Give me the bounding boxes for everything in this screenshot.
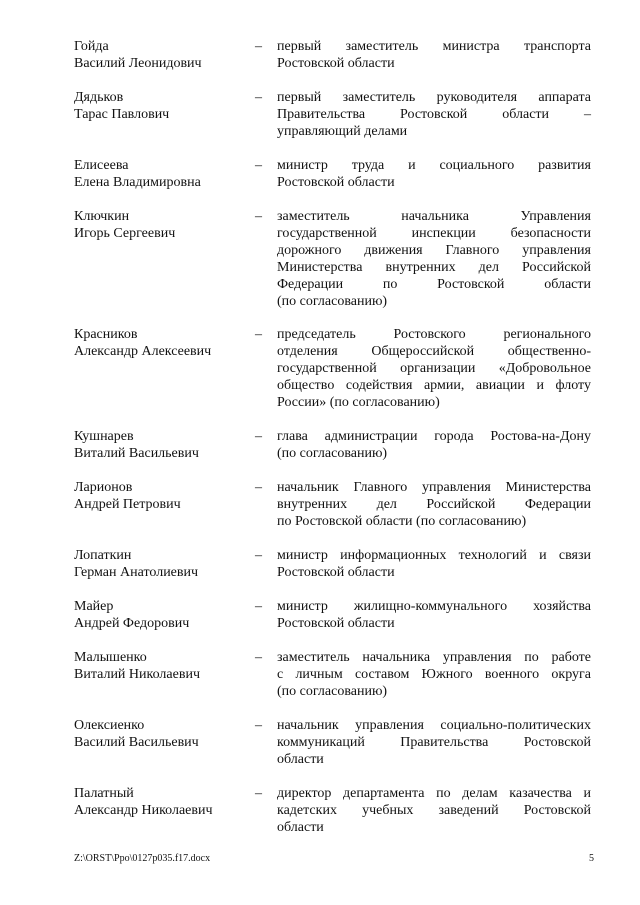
member-name — [74, 717, 254, 751]
member-surname: Красников — [74, 327, 138, 342]
member-name — [74, 547, 254, 581]
member-given-names: Александр Николаевич — [74, 803, 213, 818]
position-line: первый заместитель руководителя аппарата — [277, 90, 591, 105]
member-given-names: Елена Владимировна — [74, 175, 201, 190]
position-line: России» (по согласованию) — [277, 395, 440, 410]
position-line: (по согласованию) — [277, 446, 388, 461]
member-surname: Майер — [74, 599, 114, 614]
member-name — [74, 208, 254, 242]
position-line: Ростовской области — [277, 616, 395, 631]
position-line: Правительства Ростовской области – — [277, 107, 591, 122]
member-position — [277, 717, 591, 768]
position-line: области — [277, 752, 324, 767]
page-number: 5 — [589, 853, 594, 864]
member-surname: Кушнарев — [74, 429, 134, 444]
member-given-names: Тарас Павлович — [74, 107, 170, 122]
member-given-names: Андрей Петрович — [74, 497, 181, 512]
position-line: Федерации по Ростовской области — [277, 277, 591, 292]
member-surname: Олексиенко — [74, 718, 145, 733]
member-surname: Малышенко — [74, 650, 147, 665]
member-given-names: Герман Анатолиевич — [74, 565, 199, 580]
member-name — [74, 38, 254, 72]
dash-separator: – — [255, 548, 262, 563]
member-position — [277, 326, 591, 411]
position-line: внутренних дел Российской Федерации — [277, 497, 591, 512]
member-given-names: Василий Васильевич — [74, 735, 199, 750]
member-position — [277, 157, 591, 191]
dash-separator: – — [255, 786, 262, 801]
position-line: государственной организации «Добровольное — [277, 361, 591, 376]
member-name — [74, 649, 254, 683]
member-surname: Ларионов — [74, 480, 133, 495]
position-line: министр жилищно-коммунального хозяйства — [277, 599, 591, 614]
member-position — [277, 598, 591, 632]
footer-file-path: Z:\ORST\Ppo\0127p035.f17.docx — [74, 853, 211, 864]
position-line: дорожного движения Главного управления — [277, 243, 591, 258]
member-position — [277, 428, 591, 462]
member-name — [74, 326, 254, 360]
dash-separator: – — [255, 429, 262, 444]
member-name — [74, 479, 254, 513]
position-line: с личным составом Южного военного округа — [277, 667, 591, 682]
position-line: управляющий делами — [277, 124, 408, 139]
position-line: отделения Общероссийской общественно- — [277, 344, 591, 359]
member-position — [277, 89, 591, 140]
dash-separator: – — [255, 90, 262, 105]
dash-separator: – — [255, 599, 262, 614]
dash-separator: – — [255, 39, 262, 54]
member-given-names: Александр Алексеевич — [74, 344, 212, 359]
member-given-names: Виталий Николаевич — [74, 667, 200, 682]
position-line: государственной инспекции безопасности — [277, 226, 591, 241]
member-name — [74, 598, 254, 632]
position-line: министр труда и социального развития — [277, 158, 591, 173]
member-surname: Гойда — [74, 39, 109, 54]
dash-separator: – — [255, 158, 262, 173]
dash-separator: – — [255, 718, 262, 733]
member-position — [277, 38, 591, 72]
position-line: Министерства внутренних дел Российской — [277, 260, 591, 275]
position-line: (по согласованию) — [277, 684, 388, 699]
member-surname: Ключкин — [74, 209, 130, 224]
position-line: (по согласованию) — [277, 294, 388, 309]
member-position — [277, 479, 591, 530]
member-given-names: Василий Леонидович — [74, 56, 202, 71]
position-line: министр информационных технологий и связи — [277, 548, 591, 563]
position-line: области — [277, 820, 324, 835]
member-position — [277, 208, 591, 310]
member-given-names: Виталий Васильевич — [74, 446, 199, 461]
position-line: Ростовской области — [277, 56, 395, 71]
position-line: Ростовской области — [277, 175, 395, 190]
position-line: начальник управления социально-политических — [277, 718, 591, 733]
dash-separator: – — [255, 209, 262, 224]
member-surname: Елисеева — [74, 158, 129, 173]
member-name — [74, 428, 254, 462]
member-position — [277, 547, 591, 581]
position-line: директор департамента по делам казачества и — [277, 786, 591, 801]
position-line: начальник Главного управления Министерства — [277, 480, 591, 495]
position-line: по Ростовской области (по согласованию) — [277, 514, 527, 529]
dash-separator: – — [255, 480, 262, 495]
position-line: глава администрации города Ростова-на-Дону — [277, 429, 591, 444]
position-line: Ростовской области — [277, 565, 395, 580]
position-line: первый заместитель министра транспорта — [277, 39, 591, 54]
position-line: заместитель начальника Управления — [277, 209, 591, 224]
member-name — [74, 157, 254, 191]
position-line: председатель Ростовского регионального — [277, 327, 591, 342]
member-given-names: Андрей Федорович — [74, 616, 190, 631]
position-line: кадетских учебных заведений Ростовской — [277, 803, 591, 818]
position-line: заместитель начальника управления по работе — [277, 650, 591, 665]
position-line: общество содействия армии, авиации и флоту — [277, 378, 591, 393]
member-name — [74, 89, 254, 123]
member-surname: Дядьков — [74, 90, 124, 105]
position-line: коммуникаций Правительства Ростовской — [277, 735, 591, 750]
member-position — [277, 649, 591, 700]
member-given-names: Игорь Сергеевич — [74, 226, 176, 241]
member-surname: Лопаткин — [74, 548, 132, 563]
member-position — [277, 785, 591, 836]
member-surname: Палатный — [74, 786, 134, 801]
dash-separator: – — [255, 650, 262, 665]
dash-separator: – — [255, 327, 262, 342]
member-name — [74, 785, 254, 819]
